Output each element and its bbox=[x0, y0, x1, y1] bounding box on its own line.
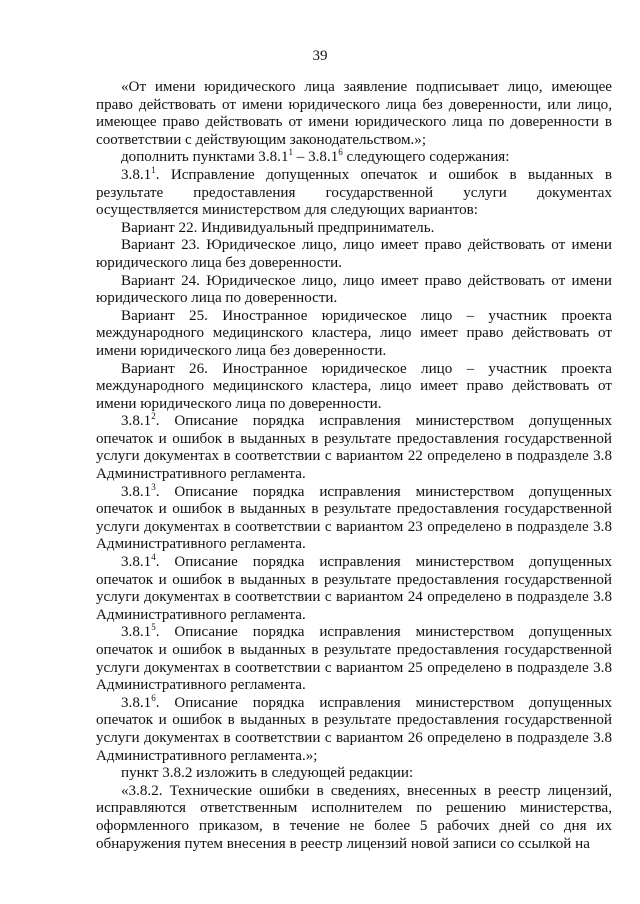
text-segment: Вариант 24. Юридическое лицо, лицо имеет право действовать от имени юридического лица по доверенности. bbox=[96, 272, 612, 307]
superscript: 4 bbox=[151, 552, 156, 563]
paragraph-variant-23 bbox=[96, 237, 612, 272]
text-segment: Вариант 25. Иностранное юридическое лицо – участник проекта международного медицинского кластера, лицо имеет право действовать от имени юридического лица без доверенности. bbox=[96, 307, 612, 359]
superscript: 1 bbox=[151, 164, 156, 175]
text-segment: . Описание порядка исправления министерством допущенных опечаток и ошибок в выданных в результате предоставления государственной услуги документах в соответствии с вариантом 26 определено в подразделе 3.8 Административного регламента.»; bbox=[96, 694, 612, 764]
text-segment: 3.8.1 bbox=[121, 166, 152, 183]
paragraph-point-3-8-2 bbox=[96, 783, 612, 853]
paragraph-amendment-3-8-2 bbox=[96, 765, 612, 783]
text-segment: . Описание порядка исправления министерством допущенных опечаток и ошибок в выданных в результате предоставления государственной услуги документах в соответствии с вариантом 23 определено в подразделе 3.8 Административного регламента. bbox=[96, 483, 612, 553]
text-segment: . Описание порядка исправления министерством допущенных опечаток и ошибок в выданных в результате предоставления государственной услуги документах в соответствии с вариантом 22 определено в подразделе 3.8 Административного регламента. bbox=[96, 413, 612, 483]
paragraph-variant-22 bbox=[96, 220, 612, 238]
text-segment: . Исправление допущенных опечаток и ошибок в выданных в результате предоставления государственной услуги документах осуществляется министерством для следующих вариантов: bbox=[96, 166, 612, 219]
superscript: 5 bbox=[151, 622, 156, 633]
paragraph-point-3-8-1-1 bbox=[96, 164, 612, 220]
superscript: 2 bbox=[151, 411, 156, 422]
document-body bbox=[96, 79, 612, 853]
text-segment: 3.8.1 bbox=[121, 413, 152, 430]
text-segment: пункт 3.8.2 изложить в следующей редакции: bbox=[121, 765, 414, 782]
text-segment: Вариант 23. Юридическое лицо, лицо имеет право действовать от имени юридического лица без доверенности. bbox=[96, 237, 612, 271]
paragraph-quote-continuation bbox=[96, 79, 612, 149]
paragraph-point-3-8-1-5 bbox=[96, 624, 612, 694]
paragraph-amendment-add-points bbox=[96, 149, 612, 167]
text-segment: «3.8.2. Технические ошибки в сведениях, внесенных в реестр лицензий, исправляются ответственным исполнителем по решению министерства, оформленного приказом, в течение не более 5 рабочих дней со дня их обнаружения путем внесения в реестр лицензий новой записи со ссылкой на bbox=[96, 782, 612, 852]
text-segment: 3.8.1 bbox=[121, 554, 152, 571]
paragraph-variant-26 bbox=[96, 361, 612, 414]
text-segment: «От имени юридического лица заявление подписывает лицо, имеющее право действовать от имени юридического лица без доверенности, или лицо, имеющее право действовать от имени юридического лица по доверенности в соответствии с действующим законодательством.»; bbox=[96, 79, 612, 148]
paragraph-variant-24 bbox=[96, 273, 612, 308]
paragraph-point-3-8-1-2 bbox=[96, 413, 612, 483]
paragraph-point-3-8-1-6 bbox=[96, 692, 612, 765]
superscript: 3 bbox=[151, 481, 156, 492]
text-segment: Вариант 26. Иностранное юридическое лицо – участник проекта международного медицинского кластера, лицо имеет право действовать от имени юридического лица по доверенности. bbox=[96, 360, 612, 412]
text-segment: . Описание порядка исправления министерством допущенных опечаток и ошибок в выданных в результате предоставления государственной услуги документах в соответствии с вариантом 25 определено в подразделе 3.8 Административного регламента. bbox=[96, 624, 612, 694]
text-segment: следующего содержания: bbox=[342, 149, 510, 166]
text-segment: Вариант 22. Индивидуальный предприниматель. bbox=[121, 219, 435, 236]
text-segment: . Описание порядка исправления министерством допущенных опечаток и ошибок в выданных в результате предоставления государственной услуги документах в соответствии с вариантом 24 определено в подразделе 3.8 Административного регламента. bbox=[96, 554, 612, 623]
text-segment: 3.8.1 bbox=[121, 694, 152, 711]
superscript: 1 bbox=[288, 147, 293, 158]
paragraph-point-3-8-1-4 bbox=[96, 554, 612, 624]
paragraph-point-3-8-1-3 bbox=[96, 481, 612, 554]
text-segment: – 3.8.1 bbox=[293, 149, 339, 166]
text-segment: 3.8.1 bbox=[121, 483, 152, 500]
superscript: 6 bbox=[151, 692, 156, 703]
paragraph-variant-25 bbox=[96, 308, 612, 361]
superscript: 6 bbox=[338, 147, 343, 158]
text-segment: дополнить пунктами 3.8.1 bbox=[121, 149, 289, 166]
text-segment: 3.8.1 bbox=[121, 624, 152, 641]
page-number: 39 bbox=[312, 48, 328, 64]
